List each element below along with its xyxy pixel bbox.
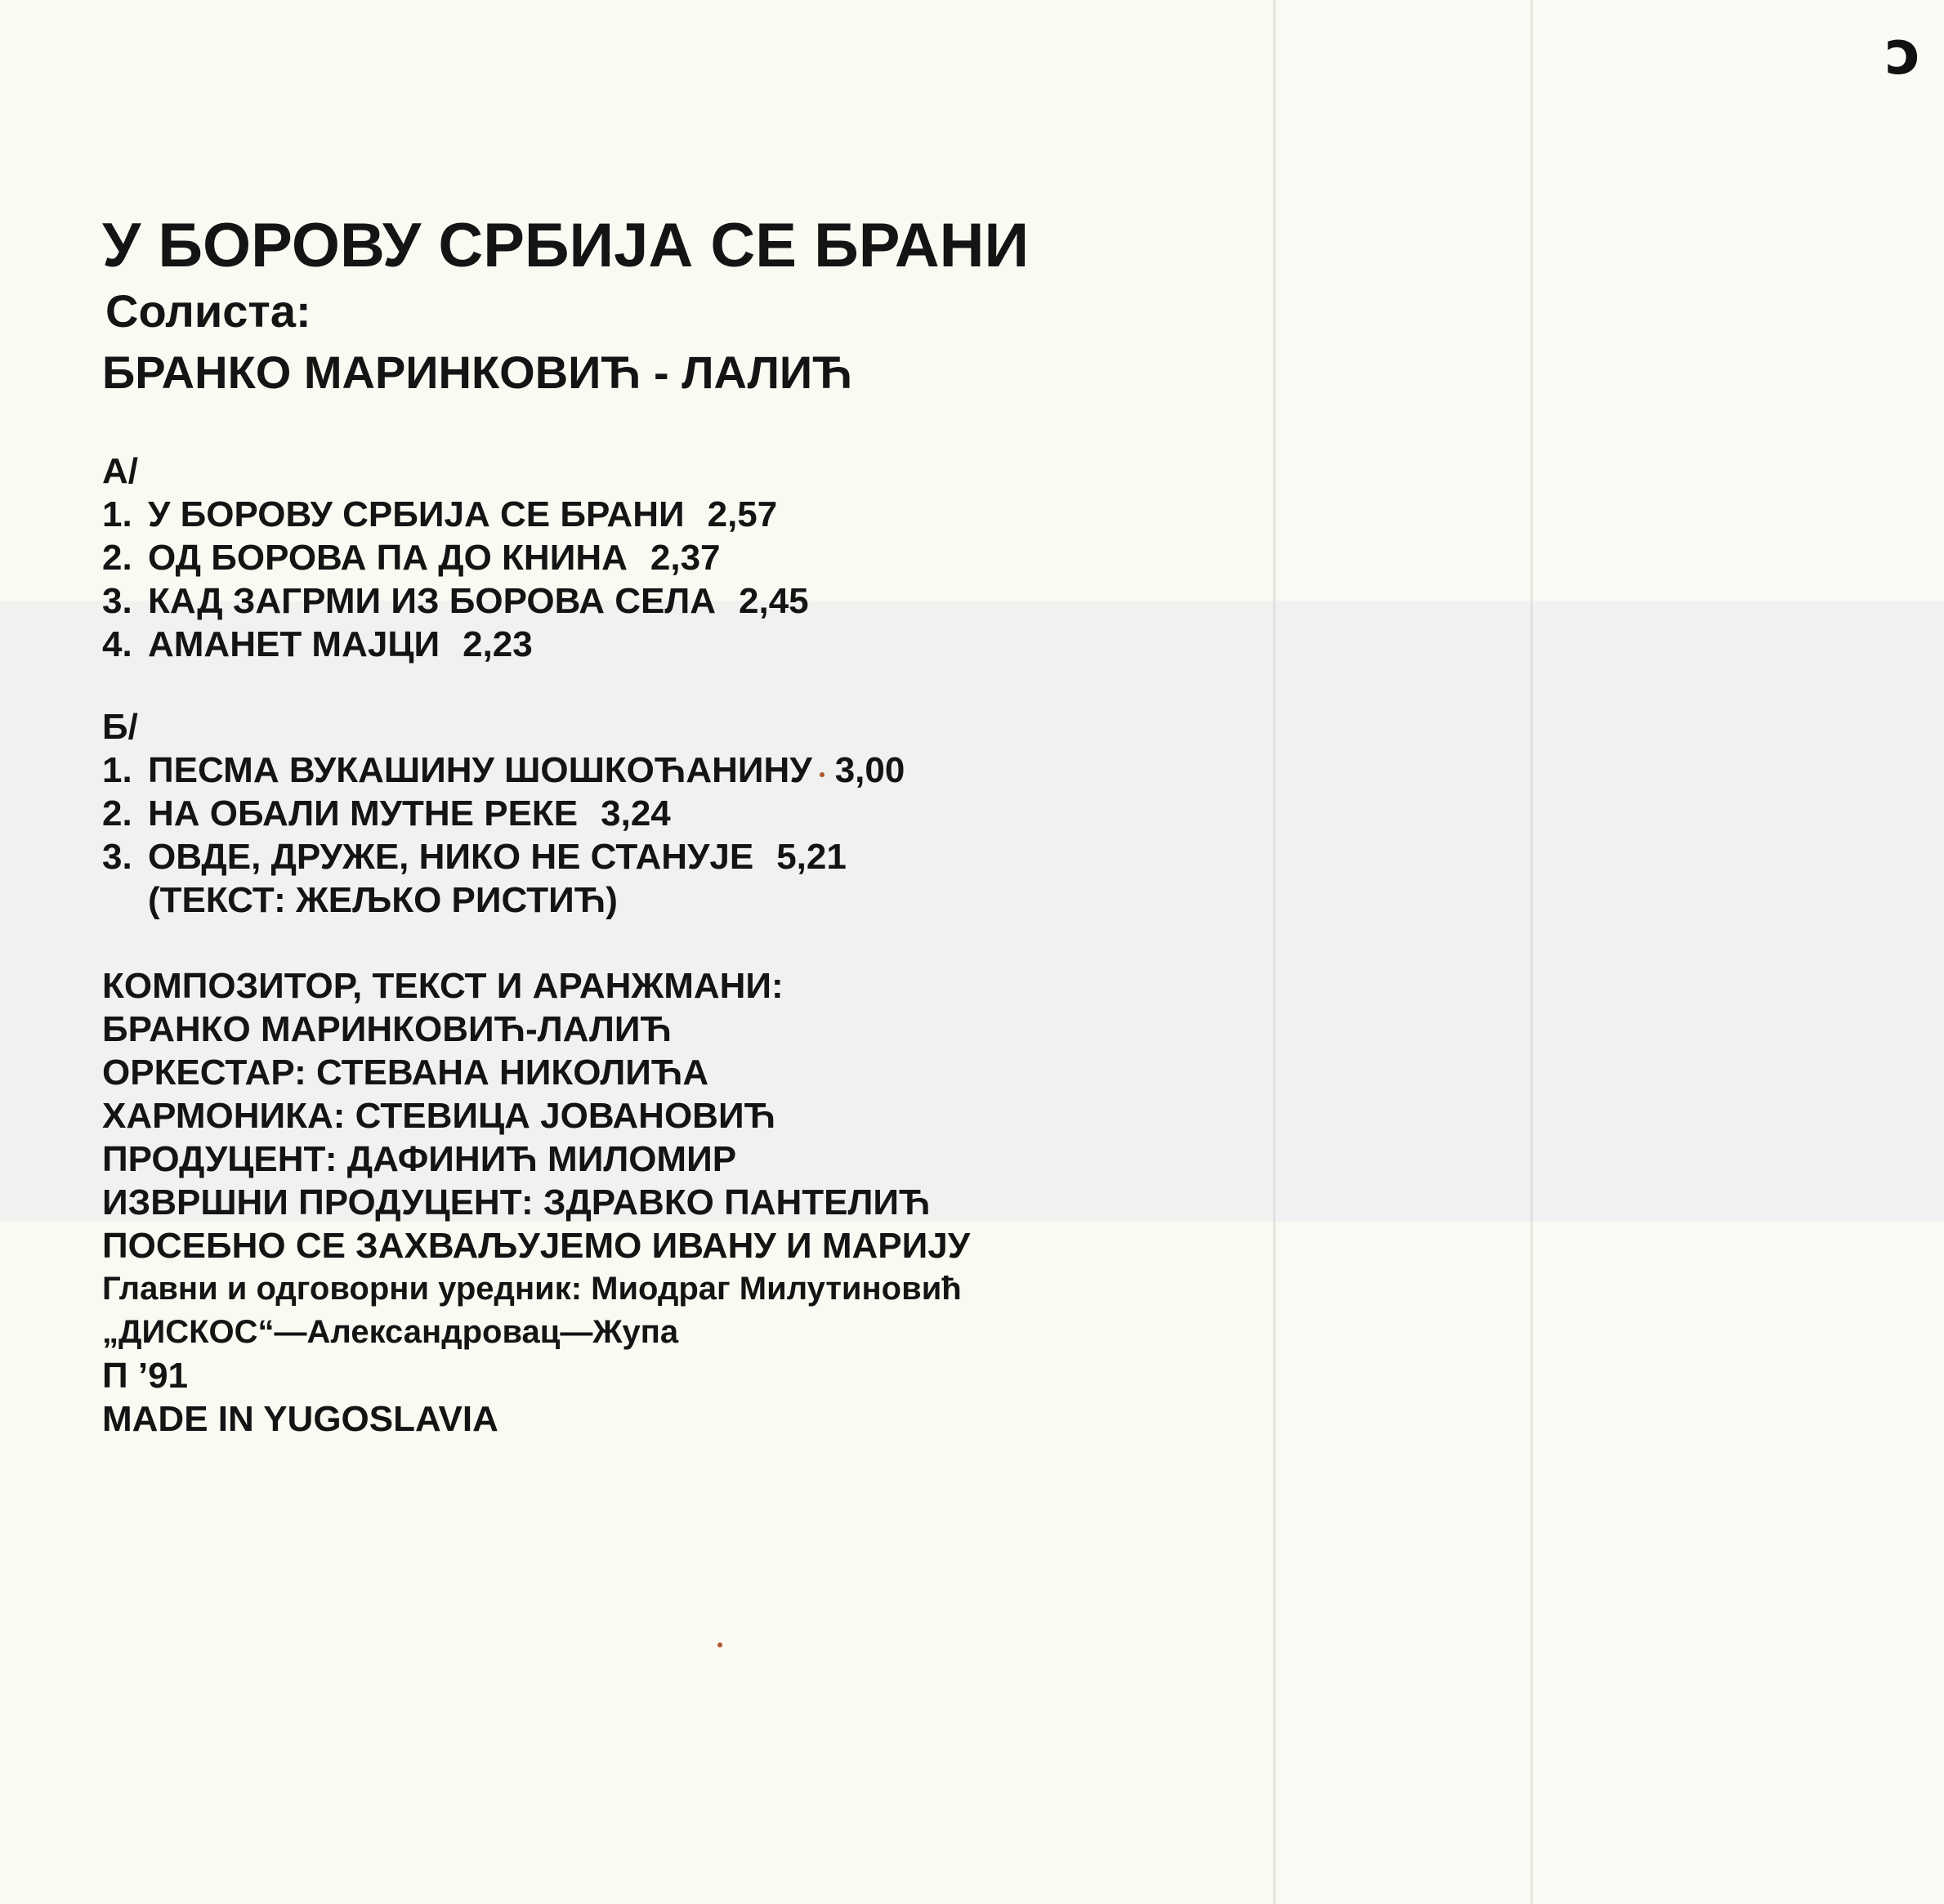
phonogram-line: П ’91 bbox=[102, 1356, 189, 1396]
side-b-tracklist bbox=[102, 749, 1262, 878]
credit-line: КОМПОЗИТОР, ТЕКСТ И АРАНЖМАНИ: bbox=[102, 966, 784, 1006]
corner-mark: ɔ bbox=[1885, 18, 1921, 88]
soloist-label: Солиста: bbox=[105, 285, 311, 337]
side-a bbox=[102, 449, 1262, 666]
track-duration: 2,37 bbox=[650, 538, 721, 578]
track-title: У БОРОВУ СРБИЈА СЕ БРАНИ bbox=[148, 494, 685, 534]
lyrics-credit-note: (ТЕКСТ: ЖЕЉКО РИСТИЋ) bbox=[148, 880, 618, 920]
track-duration: 2,45 bbox=[739, 581, 809, 621]
track-title: ОД БОРОВА ПА ДО КНИНА bbox=[148, 538, 628, 578]
track-a4: 4. АМАНЕТ МАЈЦИ 2,23 bbox=[102, 624, 533, 664]
credit-line: БРАНКО МАРИНКОВИЋ-ЛАЛИЋ bbox=[102, 1009, 672, 1049]
credit-line: ПОСЕБНО СЕ ЗАХВАЉУЈЕМО ИВАНУ И МАРИЈУ bbox=[102, 1226, 971, 1266]
credit-line: ИЗВРШНИ ПРОДУЦЕНТ: ЗДРАВКО ПАНТЕЛИЋ bbox=[102, 1182, 931, 1222]
track-b2: 2. НА ОБАЛИ МУТНЕ РЕКЕ 3,24 bbox=[102, 793, 671, 834]
track-b3: 3. ОВДЕ, ДРУЖЕ, НИКО НЕ СТАНУЈЕ 5,21 bbox=[102, 837, 847, 877]
track-duration: 2,57 bbox=[707, 494, 778, 534]
side-a-label: А/ bbox=[102, 451, 138, 491]
soloist-name: БРАНКО МАРИНКОВИЋ - ЛАЛИЋ bbox=[102, 346, 853, 398]
credits-block bbox=[102, 964, 1262, 1441]
track-duration: 3,24 bbox=[601, 793, 671, 834]
track-a2: 2. ОД БОРОВА ПА ДО КНИНА 2,37 bbox=[102, 538, 721, 578]
inlay-text bbox=[102, 211, 1262, 1441]
made-in-line: MADE IN YUGOSLAVIA bbox=[102, 1399, 498, 1439]
track-b1: 1. ПЕСМА ВУКАШИНУ ШОШКОЋАНИНУ 3,00 bbox=[102, 750, 905, 790]
track-duration: 3,00 bbox=[834, 750, 905, 790]
side-b bbox=[102, 705, 1262, 922]
track-title: ПЕСМА ВУКАШИНУ ШОШКОЋАНИНУ bbox=[148, 750, 812, 790]
track-a3: 3. КАД ЗАГРМИ ИЗ БОРОВА СЕЛА 2,45 bbox=[102, 581, 809, 621]
credit-line: ПРОДУЦЕНТ: ДАФИНИЋ МИЛОМИР bbox=[102, 1139, 737, 1179]
editor-line: Главни и одговорни уредник: Миодраг Милутиновић bbox=[102, 1271, 962, 1307]
track-duration: 2,23 bbox=[463, 624, 533, 664]
track-title: ОВДЕ, ДРУЖЕ, НИКО НЕ СТАНУЈЕ bbox=[148, 837, 754, 877]
side-b-label: Б/ bbox=[102, 707, 138, 747]
album-title: У БОРОВУ СРБИЈА СЕ БРАНИ bbox=[102, 211, 1030, 280]
side-a-tracklist bbox=[102, 493, 1262, 666]
credit-line: ОРКЕСТАР: СТЕВАНА НИКОЛИЋА bbox=[102, 1053, 709, 1093]
publisher-line: „ДИСКОС“—Александровац—Жупа bbox=[102, 1314, 679, 1350]
track-a1: 1. У БОРОВУ СРБИЈА СЕ БРАНИ 2,57 bbox=[102, 494, 778, 534]
track-duration: 5,21 bbox=[776, 837, 847, 877]
credit-line: ХАРМОНИКА: СТЕВИЦА ЈОВАНОВИЋ bbox=[102, 1096, 776, 1136]
track-title: НА ОБАЛИ МУТНЕ РЕКЕ bbox=[148, 793, 579, 834]
track-title: КАД ЗАГРМИ ИЗ БОРОВА СЕЛА bbox=[148, 581, 716, 621]
track-title: АМАНЕТ МАЈЦИ bbox=[148, 624, 440, 664]
print-speck bbox=[717, 1643, 722, 1647]
